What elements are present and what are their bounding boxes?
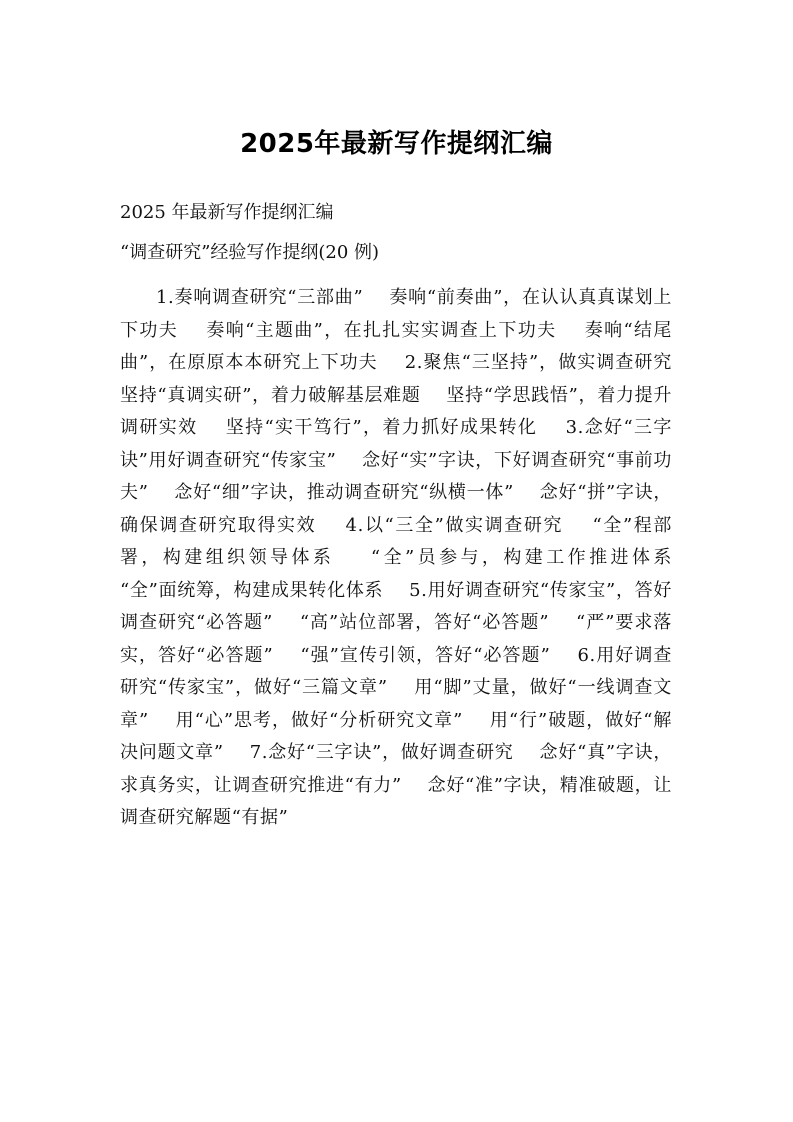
- section-heading: “调查研究”经验写作提纲(20 例): [120, 242, 380, 263]
- document-subtitle: 2025 年最新写作提纲汇编: [120, 202, 334, 223]
- body-paragraph: 1.奏响调查研究“三部曲” 奏响“前奏曲”，在认认真真谋划上下功夫 奏响“主题曲”，在扎扎实实调查上下功夫 奏响“结尾曲”，在原原本本研究上下功夫 2.聚焦“三坚持”，做实调查研究 坚持“真调实研”，着力破解基层难题 坚持“学思践悟”，着力提升调研实效 坚持“实干笃行”，着力抓好成果转化 3.念好“三字诀”用好调查研究“传家宝” 念好“实”字诀，下好调查研究“事前功夫” 念好“细”字诀，推动调查研究“纵横一体” 念好“拼”字诀，确保调查研究取得实效 4.以“三全”做实调查研究 “全”程部署，构建组织领导体系 “全”员参与，构建工作推进体系 “全”面统筹，构建成果转化体系 5.用好调查研究“传家宝”，答好调查研究“必答题” “高”站位部署，答好“必答题” “严”要求落实，答好“必答题” “强”宣传引领，答好“必答题” 6.用好调查研究“传家宝”，做好“三篇文章” 用“脚”丈量，做好“一线调查文章” 用“心”思考，做好“分析研究文章” 用“行”破题，做好“解决问题文章” 7.念好“三字诀”，做好调查研究 念好“真”字诀，求真务实，让调查研究推进“有力” 念好“准”字诀，精准破题，让调查研究解题“有据”: [120, 287, 698, 828]
- document-title: 2025年最新写作提纲汇编: [240, 129, 553, 159]
